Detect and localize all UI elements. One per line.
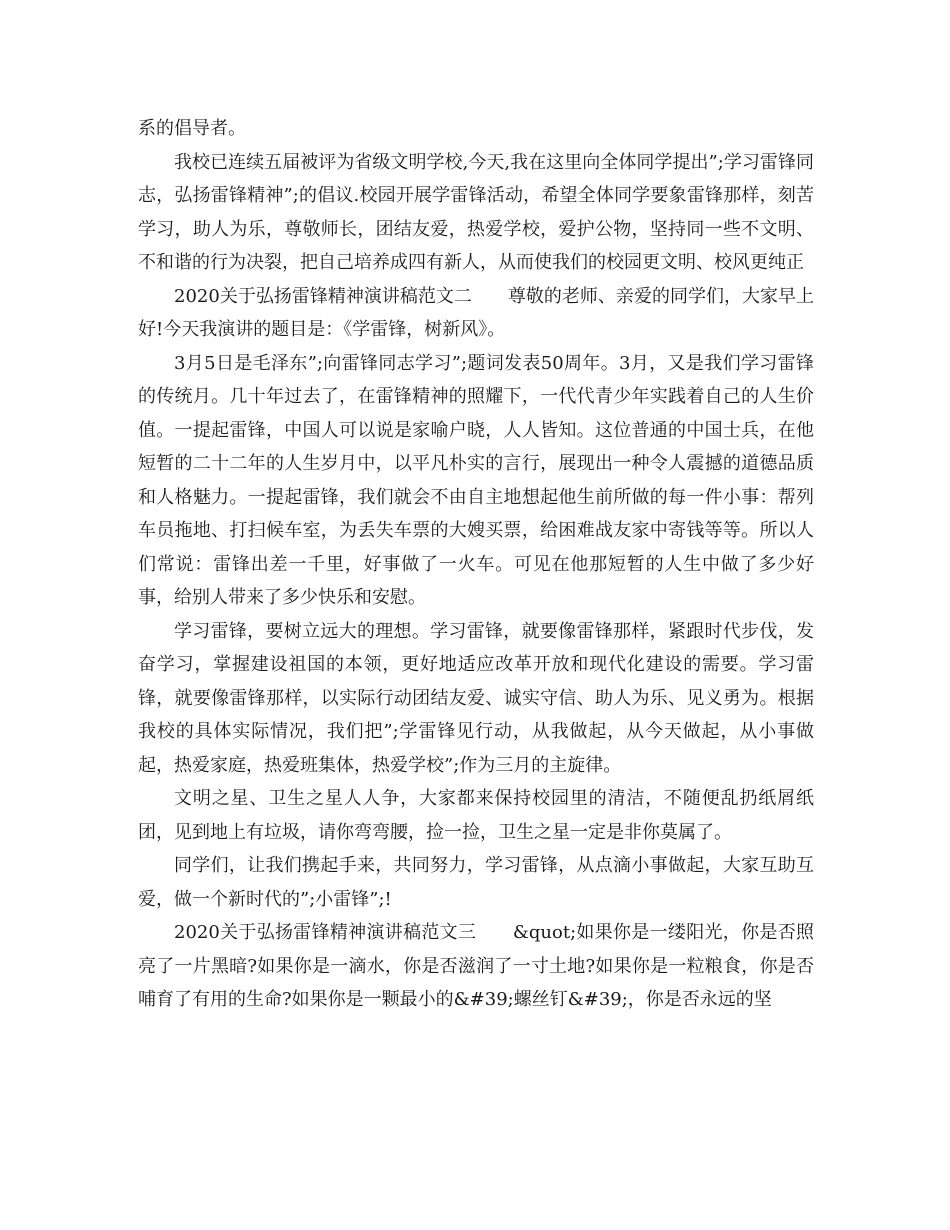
paragraph: 系的倡导者。 [138, 118, 246, 139]
paragraph: 3月5日是毛泽东”;向雷锋同志学习”;题词发表50周年。3月，又是我们学习雷锋的传统月。几十年过去了，在雷锋精神的照耀下，一代代青少年实践着自己的人生价值。一提起雷锋，中国人可以说是家喻户晓，人人皆知。这位普通的中国士兵，在他短暂的二十二年的人生岁月中，以平凡朴实的言行，展现出一种令人震撼的道德品质和人格魅力。一提起雷锋，我们就会不由自主地想起他生前所做的每一件小事：帮列车员拖地、打扫候车室，为丢失车票的大嫂买票，给困难战友家中寄钱等等。所以人们常说：雷锋出差一千里，好事做了一火车。可见在他那短暂的人生中做了多少好事，给别人带来了多少快乐和安慰。 [138, 352, 814, 608]
paragraph: 我校已连续五届被评为省级文明学校,今天,我在这里向全体同学提出”;学习雷锋同志，弘扬雷锋精神”;的倡议.校园开展学雷锋活动，希望全体同学要象雷锋那样，刻苦学习，助人为乐，尊敬师长，团结友爱，热爱学校，爱护公物，坚持同一些不文明、不和谐的行为决裂，把自己培养成四有新人，从而使我们的校园更文明、校风更纯正 [138, 151, 814, 273]
paragraph: 学习雷锋，要树立远大的理想。学习雷锋，就要像雷锋那样，紧跟时代步伐，发奋学习，掌握建设祖国的本领，更好地适应改革开放和现代化建设的需要。学习雷锋，就要像雷锋那样，以实际行动团结友爱、诚实守信、助人为乐、见义勇为。根据我校的具体实际情况，我们把”;学雷锋见行动，从我做起，从今天做起，从小事做起，热爱家庭，热爱班集体，热爱学校”;作为三月的主旋律。 [138, 620, 814, 776]
paragraph: 同学们，让我们携起手来，共同努力，学习雷锋，从点滴小事做起，大家互助互爱，做一个新时代的”;小雷锋”;! [138, 855, 814, 910]
document-body [138, 112, 814, 1017]
paragraph: 文明之星、卫生之星人人争，大家都来保持校园里的清洁，不随便乱扔纸屑纸团，见到地上有垃圾，请你弯弯腰，捡一捡，卫生之星一定是非你莫属了。 [138, 788, 814, 843]
paragraph: 2020关于弘扬雷锋精神演讲稿范文二 尊敬的老师、亲爱的同学们，大家早上好!今天我演讲的题目是：《学雷锋，树新风》。 [138, 285, 814, 340]
paragraph: 2020关于弘扬雷锋精神演讲稿范文三 &quot;如果你是一缕阳光，你是否照亮了一片黑暗?如果你是一滴水，你是否滋润了一寸土地?如果你是一粒粮食，你是否哺育了有用的生命?如果你是一颗最小的&#39;螺丝钉&#39;，你是否永远的坚 [138, 922, 814, 1010]
